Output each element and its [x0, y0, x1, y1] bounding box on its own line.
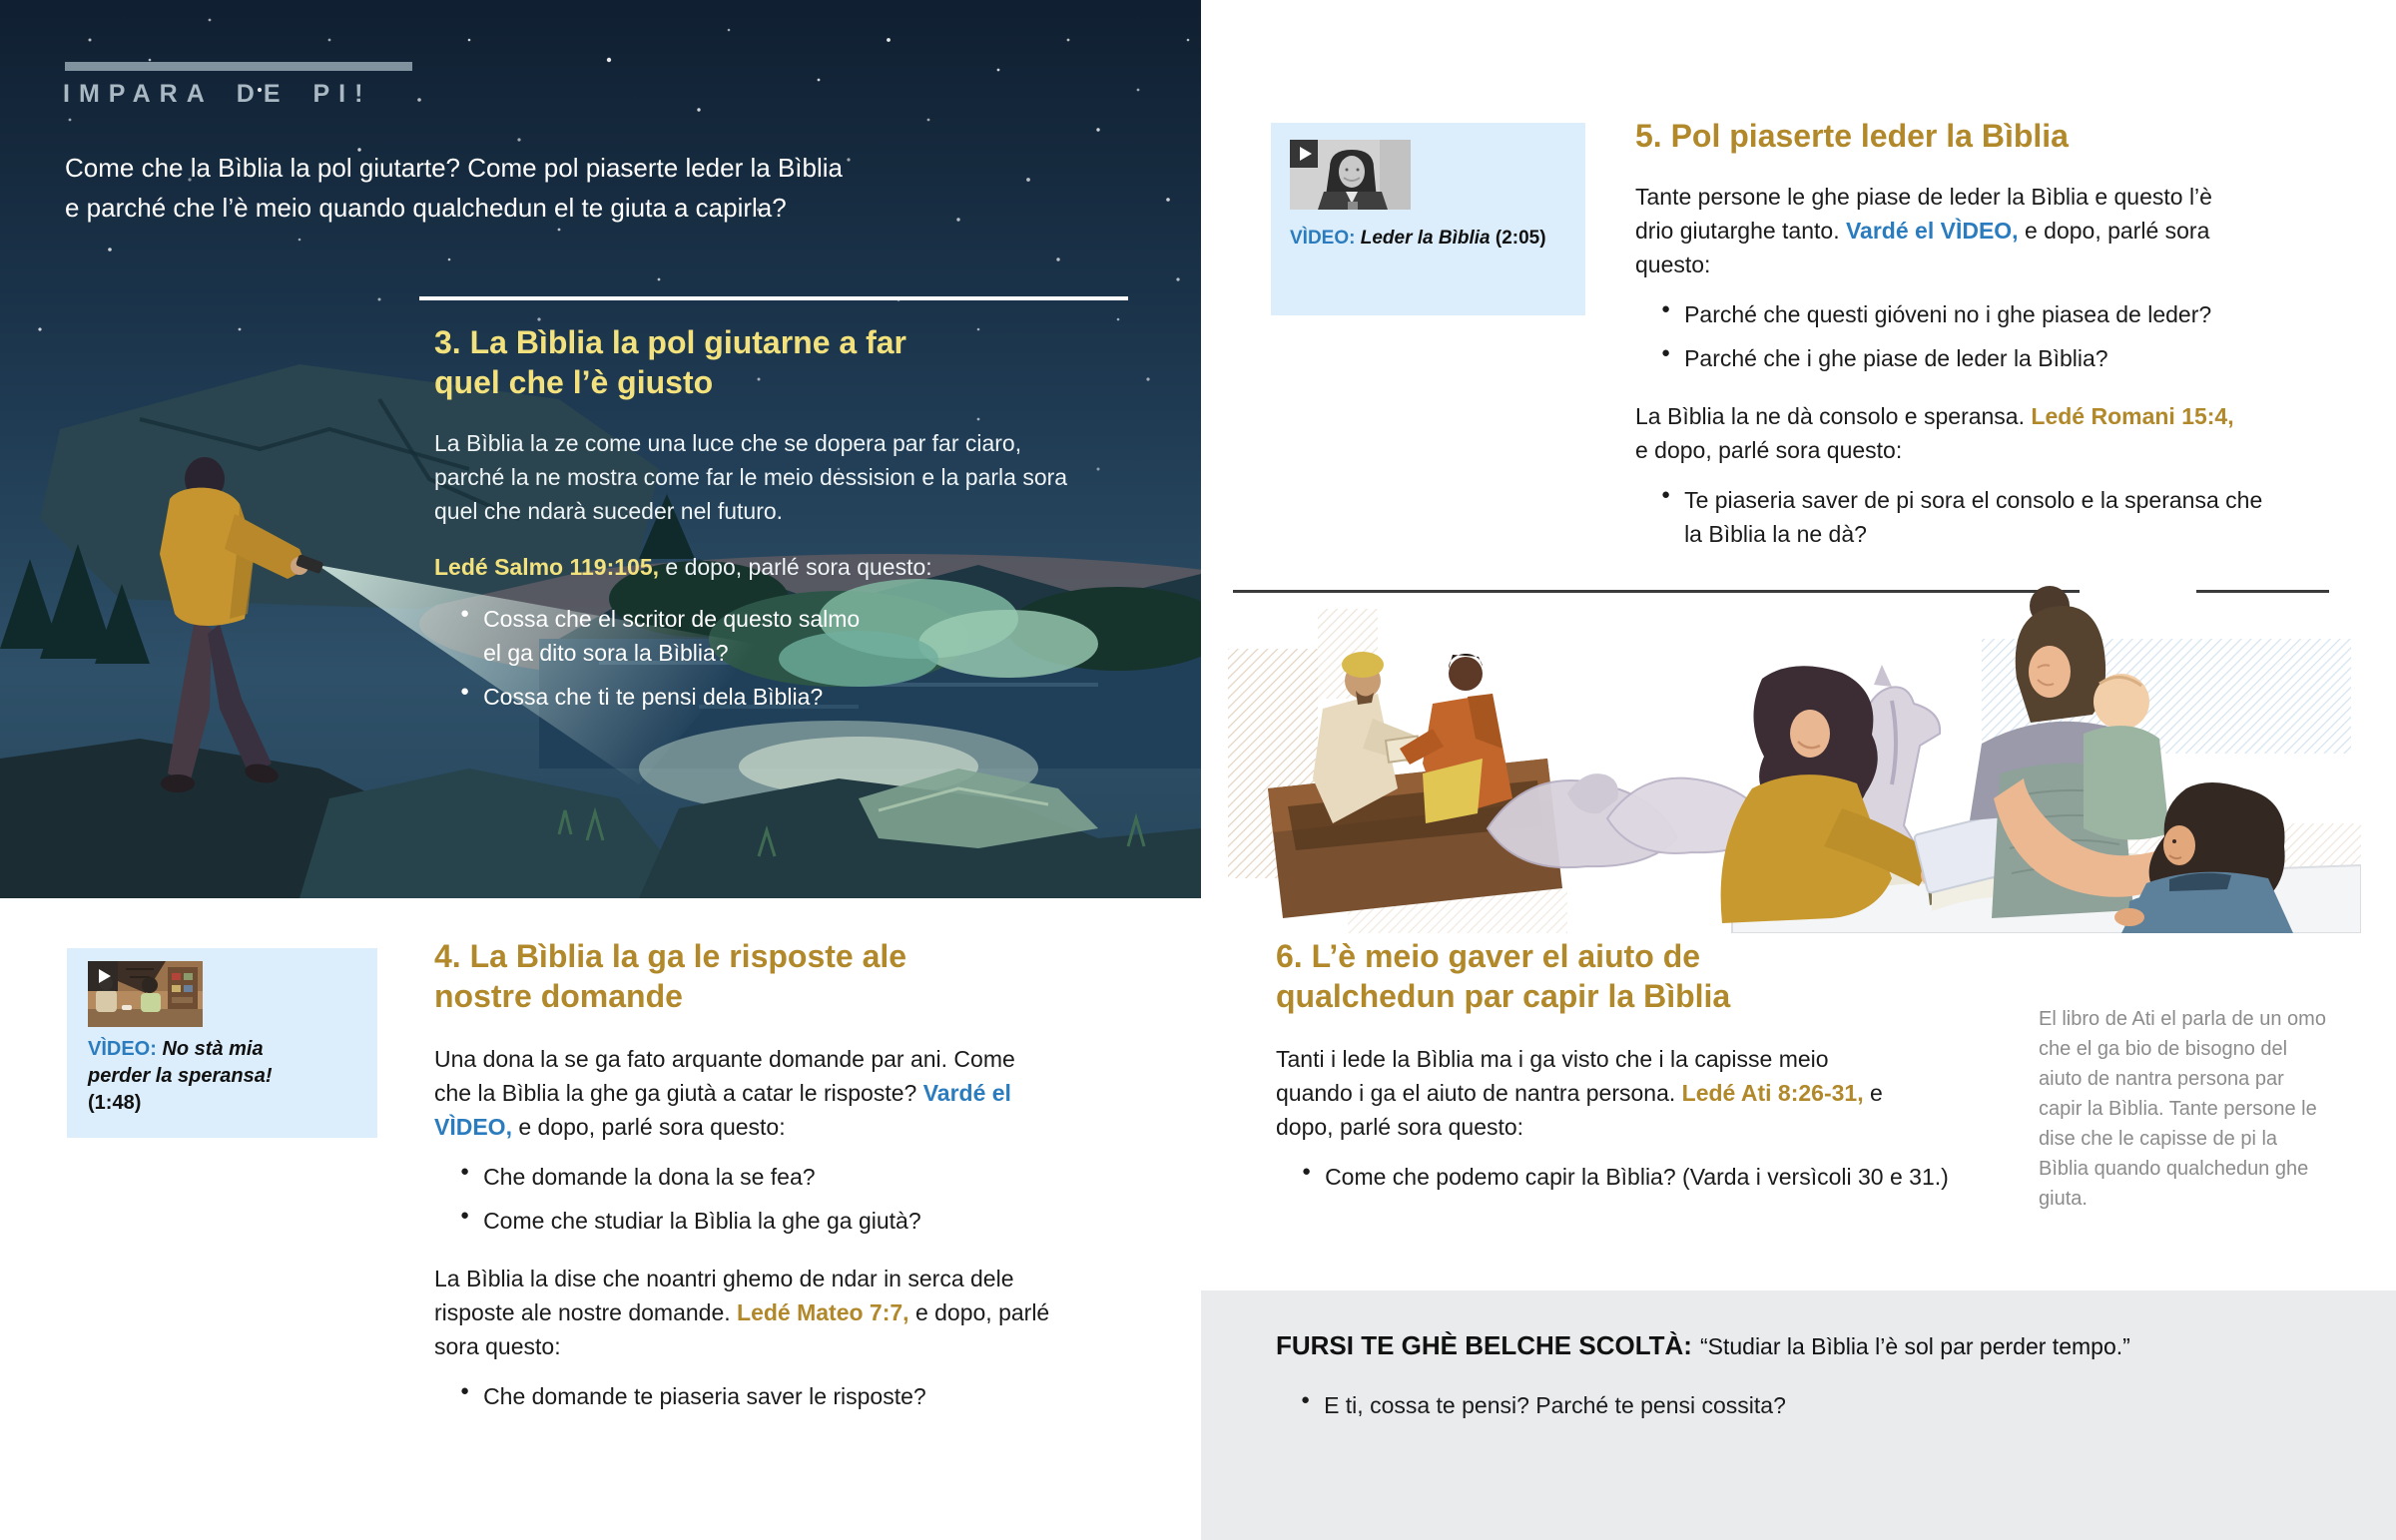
chariot-scene [1228, 609, 1770, 933]
kicker-bar [65, 62, 412, 71]
sidenote-ati: El libro de Ati el parla de un omo che el ga bio de bisogno del aiuto de nantra persona par capir la Bìblia. Tante persone le dise che le capisse de pi la Bìblia quando qualchedun ghe giuta. [2039, 1008, 2326, 1210]
bullet-dot [1661, 297, 1670, 331]
bullet-dot [460, 602, 469, 670]
bullet-dot [460, 680, 469, 714]
family-scene [1721, 586, 2361, 933]
video-title: No stà mia perder la speransa! [88, 1038, 273, 1087]
after-scripture: e dopo, parlé sora questo: [659, 554, 932, 580]
hero-night-image [0, 0, 1201, 898]
video-duration: (2:05) [1495, 228, 1546, 249]
list-item: ● Che domande te piaseria saver le risposte? [460, 1379, 1073, 1413]
bullet-dot [1661, 341, 1670, 375]
section-5-title: 5. Pol piaserte leder la Bìblia [1635, 118, 2069, 154]
section-6-title: 6. L’è meio gaver el aiuto de qualchedun par capir la Bìblia [1276, 938, 1731, 1014]
section-5-bullets [1661, 297, 2284, 375]
section-3-body: La Bìblia la ze come una luce che se dopera par far ciaro, parché la ne mostra come far le meio dessision e la parla sora quel che ndarà suceder nel futuro. [434, 430, 1068, 524]
watch-video-link[interactable]: Vardé el VÌDEO, [434, 1080, 1011, 1140]
bullet-dot [1301, 1388, 1310, 1422]
list-item: ● Parché che questi gióveni no i ghe piasea de leder? [1661, 297, 2284, 331]
objection-quote: “Studiar la Bìblia l’è sol par perder tempo.” [1699, 1333, 2130, 1359]
list-item: ● Come che studiar la Bìblia la ghe ga giutà? [460, 1204, 1073, 1238]
section-5-bullets-2 [1661, 483, 2284, 551]
section-6 [1276, 936, 1975, 1204]
bullet-dot [1302, 1160, 1311, 1194]
list-item: ● E ti, cossa te pensi? Parché te pensi cossita? [1301, 1388, 1786, 1422]
objection-heading: FURSI TE GHÈ BELCHE SCOLTÀ: [1276, 1330, 1692, 1360]
play-icon[interactable] [88, 961, 118, 991]
video-thumbnail-leder[interactable] [1290, 140, 1411, 210]
play-triangle [1300, 147, 1312, 161]
list-item: ● Che domande la dona la se fea? [460, 1160, 1073, 1194]
section-3-scripture-line [434, 550, 1093, 584]
video-caption [1290, 225, 1581, 252]
section-3-title: 3. La Bìblia la pol giutarne a far quel che l’è giusto [434, 324, 906, 400]
section-6-paragraph-1: Tanti i lede la Bìblia ma i ga visto che i la capisse meio quando i ga el aiuto de nantra persona. Ledé Ati 8:26-31, e dopo, parlé sora questo: [1276, 1046, 1883, 1140]
video-caption [88, 1036, 322, 1117]
bullet-dot [460, 1204, 469, 1238]
list-item: ● Cossa che el scritor de questo salmo el ga dito sora la Bìblia? [460, 602, 1133, 670]
hero-intro-line: Come che la Bìblia la pol giutarte? Come pol piaserte leder la Bìblia [65, 153, 843, 183]
hero-intro [65, 148, 843, 228]
section-3-bullets [460, 602, 1133, 714]
scripture-link-mateo[interactable]: Ledé Mateo 7:7, [737, 1299, 909, 1325]
video-box-speransa [67, 948, 377, 1138]
bullet-dot [1661, 483, 1670, 551]
hero-divider [419, 296, 1128, 300]
section-4-bullets-2 [460, 1379, 1073, 1413]
scripture-link-ati[interactable]: Ledé Ati 8:26-31, [1681, 1080, 1864, 1106]
list-item: ● Cossa che ti te pensi dela Bìblia? [460, 680, 1133, 714]
watch-video-link[interactable]: Vardé el VÌDEO, [1845, 218, 2019, 244]
play-triangle [99, 969, 111, 983]
play-icon[interactable] [1290, 140, 1318, 168]
video-title: Leder la Bìblia [1360, 228, 1491, 249]
video-duration: (1:48) [88, 1092, 142, 1114]
section-4-bullets [460, 1160, 1073, 1238]
section-4-paragraph-2: La Bìblia la dise che noantri ghemo de ndar in serca dele risposte ale nostre domande. Ledé Mateo 7:7, e dopo, parlé sora questo: [434, 1266, 1050, 1359]
bullet-dot [460, 1379, 469, 1413]
scripture-link-salmo[interactable]: Ledé Salmo 119:105, [434, 554, 660, 580]
mother-with-baby [1970, 586, 2170, 918]
bible-study-illustrations [1213, 584, 2361, 933]
video-label: VÌDEO: [1290, 228, 1356, 249]
scripture-link-romani[interactable]: Ledé Romani 15:4, [2031, 403, 2234, 429]
section-4 [434, 936, 1073, 1423]
video-thumbnail-speransa[interactable] [88, 961, 203, 1027]
list-item: ● Come che podemo capir la Bìblia? (Varda i versìcoli 30 e 31.) [1302, 1160, 1975, 1194]
section-3 [434, 322, 1133, 724]
section-5-paragraph-2: La Bìblia la ne dà consolo e speransa. Ledé Romani 15:4, e dopo, parlé sora questo: [1635, 403, 2234, 463]
list-item: ● Parché che i ghe piase de leder la Bìblia? [1661, 341, 2284, 375]
hero-intro-line: e parché che l’è meio quando qualchedun el te giuta a capirla? [65, 193, 787, 223]
section-5 [1635, 116, 2284, 561]
objection-bullets [1301, 1388, 1786, 1432]
section-4-title: 4. La Bìblia la ga le risposte ale nostre domande [434, 938, 907, 1014]
objection-heading-line [1276, 1330, 2334, 1361]
list-item: ● Te piaseria saver de pi sora el consolo e la speransa che la Bìblia la ne dà? [1661, 483, 2284, 551]
video-box-leder [1271, 123, 1585, 315]
video-label: VÌDEO: [88, 1038, 157, 1060]
kicker: IMPARA DE PI! [63, 80, 372, 108]
objection-panel [1201, 1290, 2396, 1540]
section-4-paragraph-1: Una dona la se ga fato arquante domande par ani. Come che la Bìblia la ghe ga giutà a catar le risposte? Vardé el VÌDEO, e dopo, parlé sora questo: [434, 1046, 1015, 1140]
section-6-bullets [1302, 1160, 1975, 1194]
section-5-paragraph-1: Tante persone le ghe piase de leder la Bìblia e questo l’è drio giutarghe tanto. Vardé el VÌDEO, e dopo, parlé sora questo: [1635, 184, 2212, 277]
bullet-dot [460, 1160, 469, 1194]
